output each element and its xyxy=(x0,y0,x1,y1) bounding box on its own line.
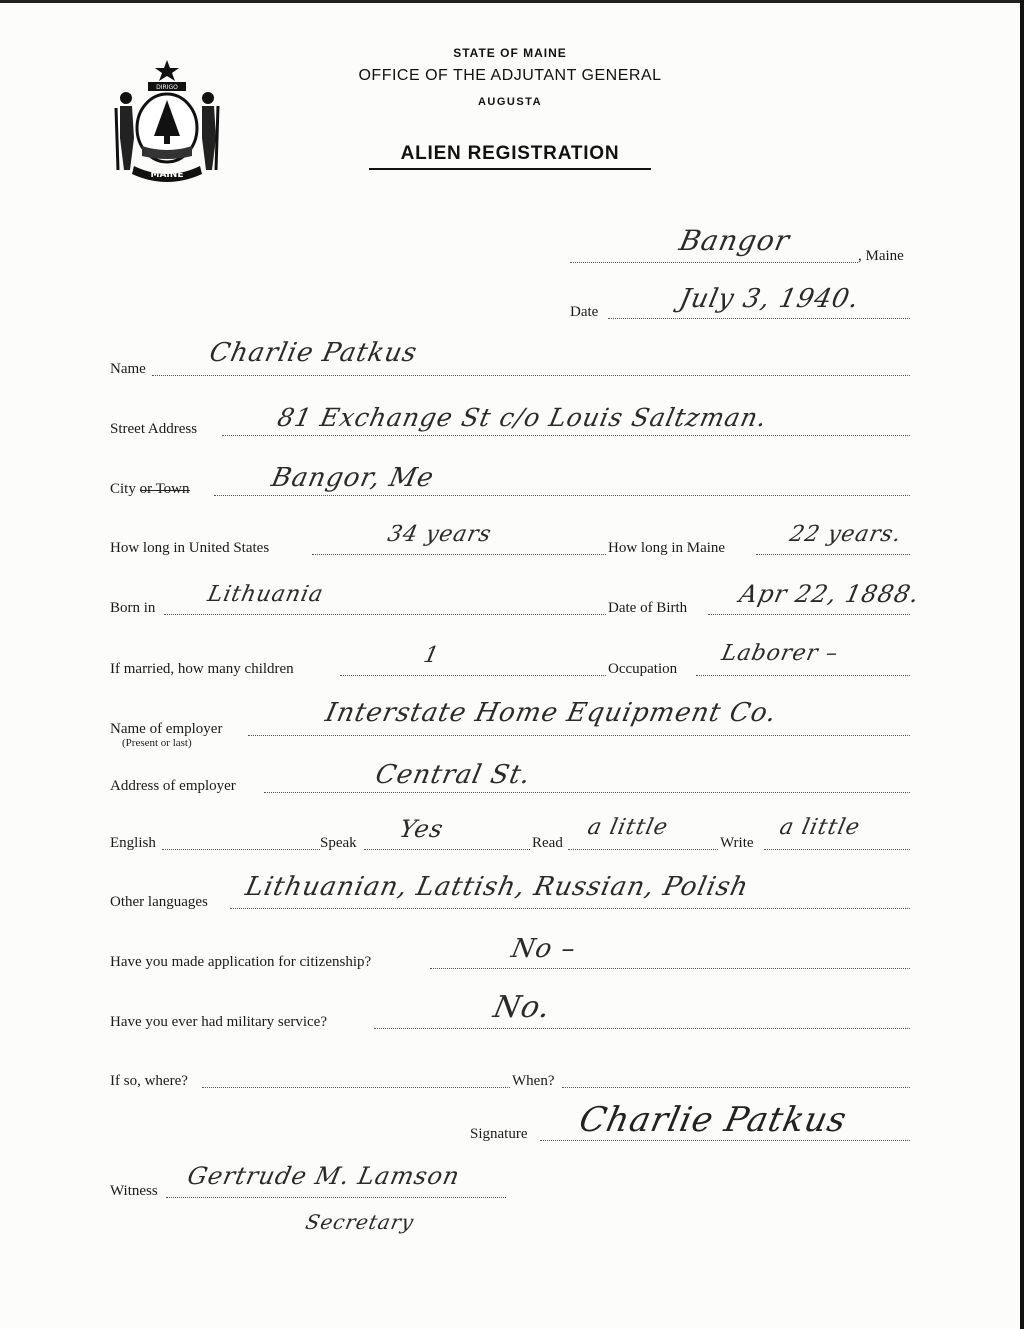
witness-value: Gertrude M. Lamson xyxy=(185,1162,463,1190)
where-line xyxy=(202,1087,510,1088)
date-value: July 3, 1940. xyxy=(676,284,863,314)
street-line xyxy=(222,435,910,436)
svg-text:MAINE: MAINE xyxy=(150,170,184,180)
maine-long-value: 22 years. xyxy=(787,522,905,547)
write-value: a little xyxy=(777,815,863,840)
read-label: Read xyxy=(532,835,563,851)
employer-value: Interstate Home Equipment Co. xyxy=(322,698,780,728)
form-title: ALIEN REGISTRATION xyxy=(400,143,620,164)
other-lang-label: Other languages xyxy=(110,894,208,910)
citizenship-value: No – xyxy=(508,934,579,964)
city-line xyxy=(214,495,910,496)
date-line xyxy=(608,318,910,319)
speak-line xyxy=(364,849,530,850)
read-value: a little xyxy=(585,815,671,840)
office-heading: OFFICE OF THE ADJUTANT GENERAL xyxy=(358,67,662,84)
write-label: Write xyxy=(720,835,754,851)
where-label: If so, where? xyxy=(110,1073,188,1089)
state-heading: STATE OF MAINE xyxy=(453,46,567,60)
employer-addr-label: Address of employer xyxy=(110,778,236,794)
children-value: 1 xyxy=(421,643,442,668)
maine-label: , Maine xyxy=(858,248,904,264)
employer-addr-value: Central St. xyxy=(372,760,534,790)
employer-line xyxy=(248,735,910,736)
dob-value: Apr 22, 1888. xyxy=(737,580,923,608)
dob-label: Date of Birth xyxy=(608,600,688,616)
city-label: City or Town xyxy=(110,481,190,497)
occupation-line xyxy=(696,675,910,676)
born-label: Born in xyxy=(110,600,156,616)
city-strike: or Town xyxy=(139,481,190,497)
citizenship-label: Have you made application for citizenship? xyxy=(110,954,372,970)
employer-addr-line xyxy=(264,792,910,793)
city-value: Bangor, Me xyxy=(268,463,437,493)
us-value: 34 years xyxy=(385,522,495,547)
maine-seal-icon xyxy=(112,58,222,186)
street-value: 81 Exchange St c/o Louis Saltzman. xyxy=(274,403,771,432)
born-line xyxy=(164,614,606,615)
military-line xyxy=(374,1028,910,1029)
maine-long-line xyxy=(756,554,910,555)
married-label: If married, how many children xyxy=(110,661,294,677)
us-label: How long in United States xyxy=(110,540,270,556)
us-line xyxy=(312,554,606,555)
when-line xyxy=(562,1087,910,1088)
english-label: English xyxy=(110,835,156,851)
title-underline xyxy=(369,168,651,170)
witness-label: Witness xyxy=(110,1183,158,1199)
signature-line xyxy=(540,1140,910,1141)
married-line xyxy=(340,675,606,676)
employer-label: Name of employer xyxy=(110,721,223,737)
english-line xyxy=(162,849,320,850)
other-lang-value: Lithuanian, Lattish, Russian, Polish xyxy=(242,872,752,902)
write-line xyxy=(764,849,910,850)
military-label: Have you ever had military service? xyxy=(110,1014,327,1030)
scan-border xyxy=(0,0,1020,3)
name-line xyxy=(152,375,910,376)
name-label: Name xyxy=(110,361,146,377)
speak-label: Speak xyxy=(320,835,357,851)
signature-label: Signature xyxy=(470,1126,528,1142)
date-label: Date xyxy=(570,304,599,320)
street-label: Street Address xyxy=(110,421,198,437)
other-lang-line xyxy=(230,908,910,909)
citizenship-line xyxy=(430,968,910,969)
svg-text:DIRIGO: DIRIGO xyxy=(156,84,178,91)
city-heading: AUGUSTA xyxy=(477,96,543,108)
born-value: Lithuania xyxy=(205,582,326,607)
place-line xyxy=(570,262,858,263)
name-value: Charlie Patkus xyxy=(206,338,421,368)
witness-title: Secretary xyxy=(303,1210,417,1234)
read-line xyxy=(568,849,718,850)
signature-value: Charlie Patkus xyxy=(575,1100,851,1140)
when-label: When? xyxy=(512,1073,555,1089)
speak-value: Yes xyxy=(397,815,447,843)
dob-line xyxy=(708,614,910,615)
employer-sublabel: (Present or last) xyxy=(122,737,192,749)
place-value: Bangor xyxy=(676,224,793,257)
occupation-label: Occupation xyxy=(608,661,678,677)
occupation-value: Laborer – xyxy=(719,641,841,666)
military-value: No. xyxy=(490,990,555,1025)
maine-long-label: How long in Maine xyxy=(608,540,726,556)
witness-line xyxy=(166,1197,506,1198)
